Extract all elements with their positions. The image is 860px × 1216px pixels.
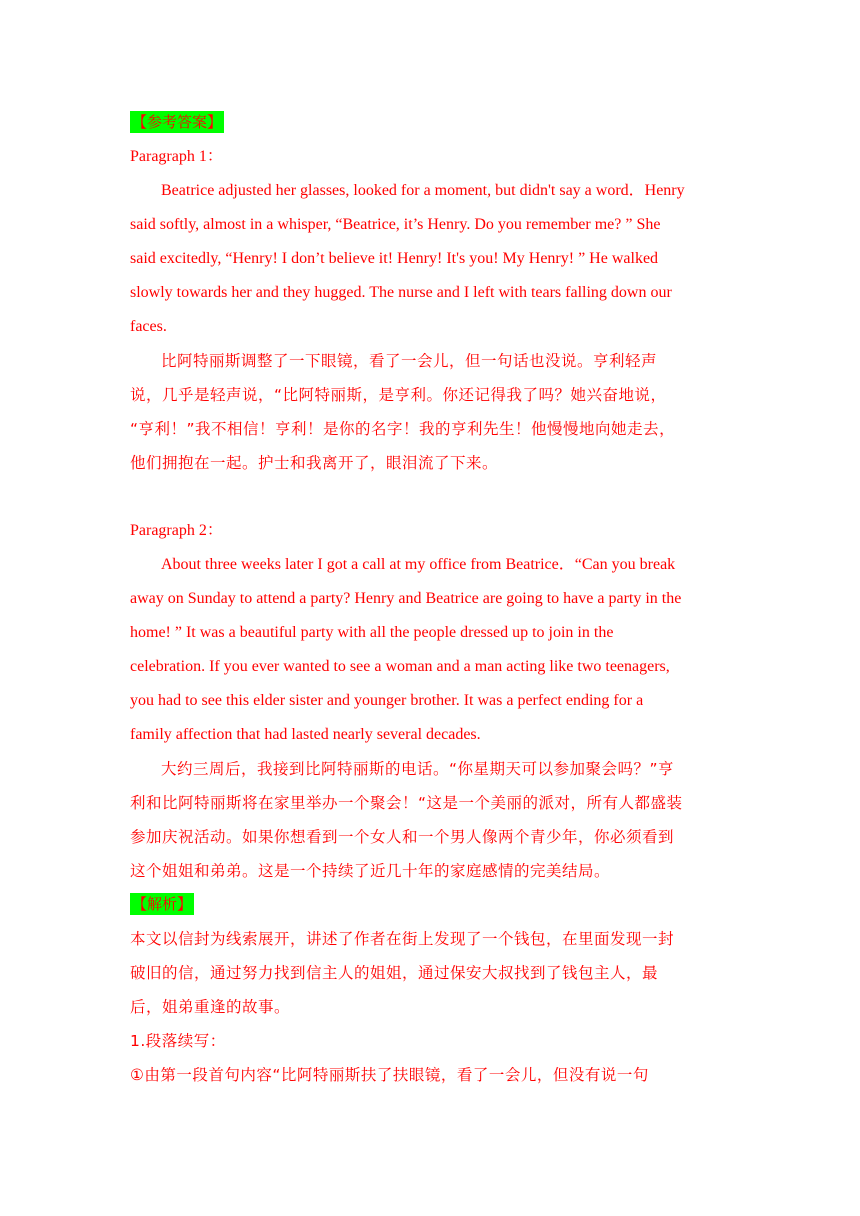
analysis-line: ①由第一段首句内容“比阿特丽斯扶了扶眼镜，看了一会儿，但没有说一句 xyxy=(130,1066,649,1084)
paragraph-2-en-line: away on Sunday to attend a party? Henry and Beatrice are going to have a party in the xyxy=(130,590,682,607)
spacer xyxy=(130,480,730,514)
paragraph-2-cn-line: 大约三周后，我接到比阿特丽斯的电话。“你星期天可以参加聚会吗？”亨 xyxy=(161,760,675,778)
paragraph-1-cn-line: 说，几乎是轻声说，“比阿特丽斯，是亨利。你还记得我了吗？她兴奋地说， xyxy=(130,386,667,404)
paragraph-1-en-line: said softly, almost in a whisper, “Beatrice, it’s Henry. Do you remember me? ” She xyxy=(130,216,661,233)
paragraph-2-cn-line: 这个姐姐和弟弟。这是一个持续了近几十年的家庭感情的完美结局。 xyxy=(130,862,611,880)
paragraph-2-heading: Paragraph 2： xyxy=(130,522,223,539)
analysis-line: 1.段落续写： xyxy=(130,1032,226,1050)
paragraph-1-en-line: Beatrice adjusted her glasses, looked for a moment, but didn't say a word．Henry xyxy=(161,182,685,199)
paragraph-2-cn-line: 利和比阿特丽斯将在家里举办一个聚会！“这是一个美丽的派对，所有人都盛装 xyxy=(130,794,683,812)
paragraph-2-en-line: home! ” It was a beautiful party with all the people dressed up to join in the xyxy=(130,624,614,641)
paragraph-1-cn-line: 他们拥抱在一起。护士和我离开了，眼泪流了下来。 xyxy=(130,454,499,472)
paragraph-2-en-line: you had to see this elder sister and younger brother. It was a perfect ending for a xyxy=(130,692,644,709)
paragraph-2-cn-line: 参加庆祝活动。如果你想看到一个女人和一个男人像两个青少年，你必须看到 xyxy=(130,828,675,846)
analysis-line: 破旧的信，通过努力找到信主人的姐姐，通过保安大叔找到了钱包主人，最 xyxy=(130,964,659,982)
analysis-tag: 【解析】 xyxy=(132,895,193,913)
answer-tag: 【参考答案】 xyxy=(132,113,223,131)
paragraph-1-en-line: slowly towards her and they hugged. The nurse and I left with tears falling down our xyxy=(130,284,672,301)
analysis-line: 本文以信封为线索展开，讲述了作者在街上发现了一个钱包，在里面发现一封 xyxy=(130,930,675,948)
analysis-tag-line xyxy=(130,888,730,922)
analysis-line: 后，姐弟重逢的故事。 xyxy=(130,998,291,1016)
paragraph-1-en-line: said excitedly, “Henry! I don’t believe it! Henry! It's you! My Henry! ” He walked xyxy=(130,250,659,267)
document-page xyxy=(130,106,730,1092)
paragraph-1-heading: Paragraph 1： xyxy=(130,148,223,165)
paragraph-2-en-line: celebration. If you ever wanted to see a woman and a man acting like two teenagers, xyxy=(130,658,670,675)
paragraph-2-en-line: About three weeks later I got a call at my office from Beatrice．“Can you break xyxy=(161,556,676,573)
answer-tag-line xyxy=(130,106,730,140)
paragraph-1-en-line: faces. xyxy=(130,318,167,335)
paragraph-1-cn-line: “亨利！”我不相信！亨利！是你的名字！我的亨利先生！他慢慢地向她走去， xyxy=(130,420,676,438)
paragraph-2-en-line: family affection that had lasted nearly several decades. xyxy=(130,726,481,743)
paragraph-1-cn-line: 比阿特丽斯调整了一下眼镜，看了一会儿，但一句话也没说。亨利轻声 xyxy=(161,352,658,370)
